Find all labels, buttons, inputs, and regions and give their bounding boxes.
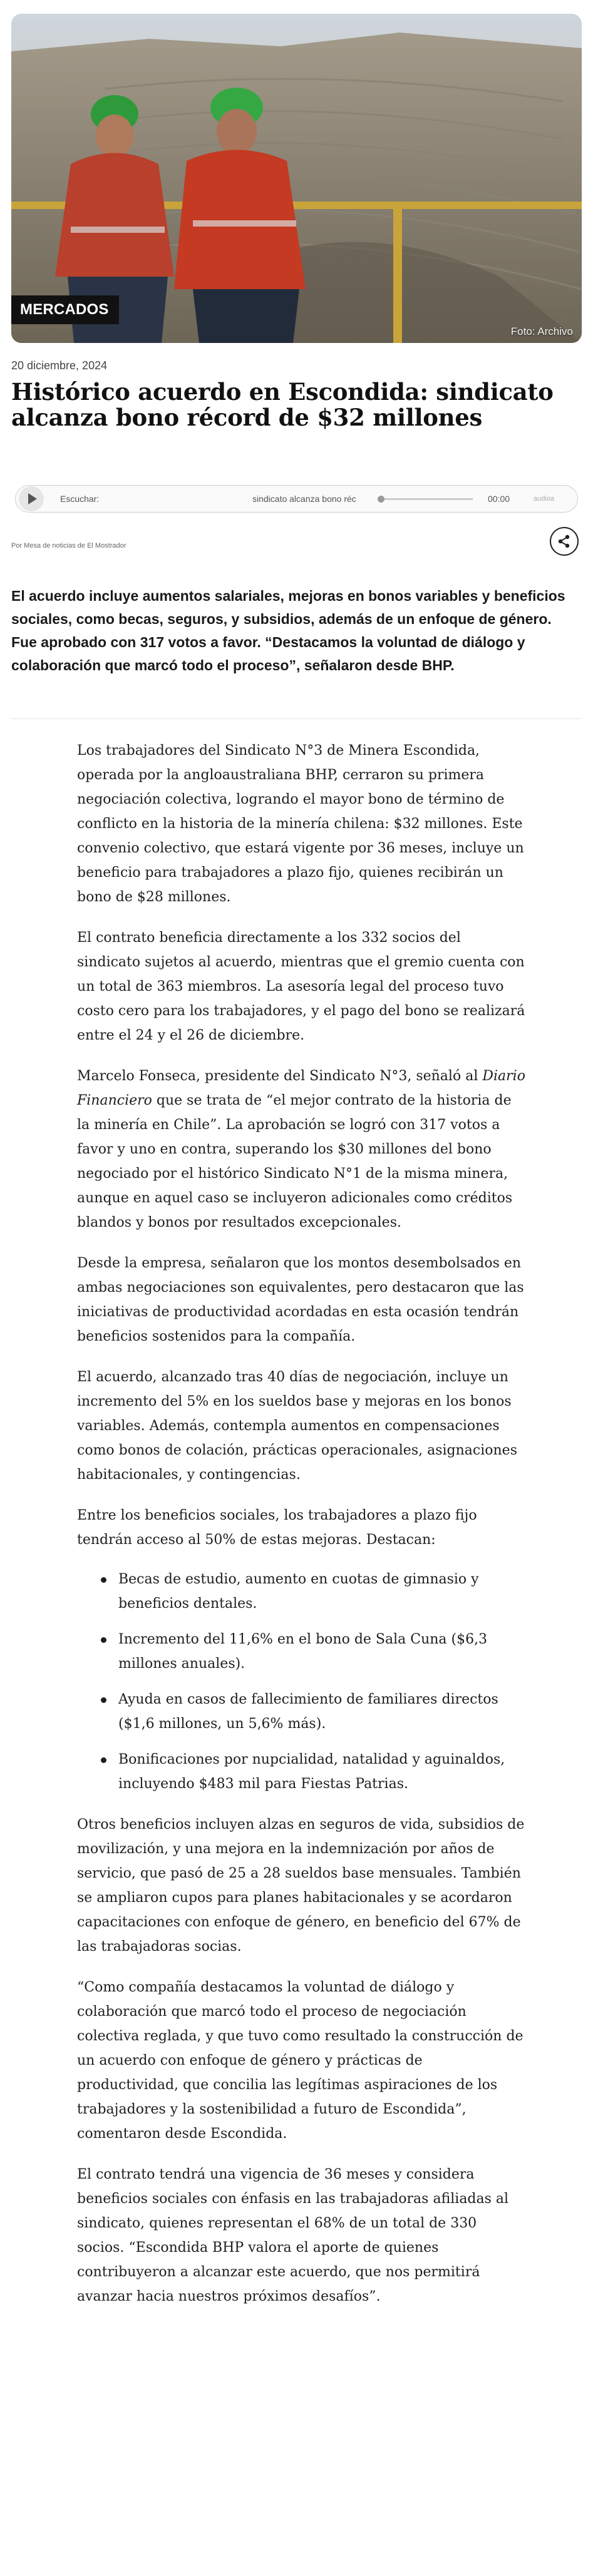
audio-title-marquee: sindicato alcanza bono réc	[252, 494, 356, 504]
play-button[interactable]	[19, 486, 44, 511]
list-item: Incremento del 11,6% en el bono de Sala Cuna ($6,3 millones anuales).	[100, 1627, 528, 1676]
audio-brand[interactable]: audioa	[534, 495, 555, 503]
paragraph: Los trabajadores del Sindicato N°3 de Minera Escondida, operada por la angloaustraliana BHP, cerraron su primera negociación colectiva, logrando el mayor bono de término de conflicto en la historia de la minería chilena: $32 millones. Este convenio colectivo, que estará vigente por 36 meses, incluye un beneficio para trabajadores a plazo fijo, quienes recibirán un bono de $28 millones.	[77, 743, 524, 905]
paragraph: El contrato tendrá una vigencia de 36 meses y considera beneficios sociales con énfasis en las trabajadoras afiliadas al sindicato, quienes representan el 68% de un total de 330 socios. “Escondida BHP valora el aporte de quienes contribuyeron a alcanzar este acuerdo, que nos permitirá avanzar hacia nuestros próximos desafíos”.	[77, 2167, 509, 2304]
divider	[11, 718, 581, 719]
article-headline: Histórico acuerdo en Escondida: sindicato alcanza bono récord de $32 millones	[11, 378, 554, 431]
publication-name: Diario Financiero	[77, 1068, 525, 1108]
mine-photo	[11, 14, 582, 343]
share-icon	[557, 534, 572, 549]
list-item: Ayuda en casos de fallecimiento de familiares directos ($1,6 millones, un 5,6% más).	[100, 1687, 528, 1736]
article-lead: El acuerdo incluye aumentos salariales, mejoras en bonos variables y beneficios sociales, como becas, seguros, y subsidios, además de un enfoque de género. Fue aprobado con 317 votos a favor. “Destacamos la voluntad de diálogo y colaboración que marcó todo el proceso”, señalaron desde BHP.	[11, 588, 565, 673]
section-badge[interactable]: MERCADOS	[11, 295, 119, 324]
paragraph-text: que se trata de “el mejor contrato de la historia de la minería en Chile”. La aprobación se logró con 317 votos a favor y uno en contra, superando los $30 millones del bono negociado por el histórico Sindicato N°1 de la misma minera, aunque en aquel caso se incluyeron adicionales como créditos blandos y bonos por resultados excepcionales.	[77, 1093, 513, 1230]
article-body	[77, 739, 528, 2325]
hero-image	[11, 14, 582, 343]
audio-progress-knob[interactable]	[378, 496, 384, 503]
photo-credit: Foto: Archivo	[510, 325, 573, 337]
paragraph: Entre los beneficios sociales, los trabajadores a plazo fijo tendrán acceso al 50% de estas mejoras. Destacan:	[77, 1508, 477, 1548]
paragraph: Otros beneficios incluyen alzas en seguros de vida, subsidios de movilización, y una mejora en la indemnización por años de servicio, que pasó de 25 a 28 sueldos base mensuales. También se ampliaron cupos para planes habitacionales y se acordaron capacitaciones con enfoque de género, en beneficio del 67% de las trabajadoras socias.	[77, 1817, 525, 1955]
benefits-list	[100, 1567, 528, 1796]
list-item: Bonificaciones por nupcialidad, natalidad y aguinaldos, incluyendo $483 mil para Fiestas Patrias.	[100, 1747, 528, 1796]
audio-time: 00:00	[488, 494, 510, 504]
paragraph-text: Marcelo Fonseca, presidente del Sindicato N°3, señaló al	[77, 1068, 483, 1084]
audio-progress-slider[interactable]	[380, 498, 473, 500]
audio-player	[15, 485, 578, 513]
listen-label: Escuchar:	[60, 494, 100, 504]
paragraph: Desde la empresa, señalaron que los montos desembolsados en ambas negociaciones son equivalentes, pero destacaron que las iniciativas de productividad acordadas en esta ocasión tendrán beneficios sostenidos para la compañía.	[77, 1255, 524, 1344]
paragraph: El contrato beneficia directamente a los 332 socios del sindicato sujetos al acuerdo, mientras que el gremio cuenta con un total de 363 miembros. La asesoría legal del proceso tuvo costo cero para los trabajadores, y el pago del bono se realizará entre el 24 y el 26 de diciembre.	[77, 930, 525, 1043]
share-button[interactable]	[550, 527, 579, 556]
paragraph: “Como compañía destacamos la voluntad de diálogo y colaboración que marcó todo el proceso de negociación colectiva reglada, y que tuvo como resultado la construcción de un acuerdo con enfoque de género y prácticas de productividad, que concilia las legítimas aspiraciones de los trabajadores y la sostenibilidad a futuro de Escondida”, comentaron desde Escondida.	[77, 1980, 523, 2142]
article-date: 20 diciembre, 2024	[11, 359, 108, 372]
byline: Por Mesa de noticias de El Mostrador	[11, 542, 126, 549]
paragraph	[77, 1064, 528, 1235]
paragraph: El acuerdo, alcanzado tras 40 días de negociación, incluye un incremento del 5% en los sueldos base y mejoras en los bonos variables. Además, contempla aumentos en compensaciones como bonos de colación, prácticas operacionales, asignaciones habitacionales, y contingencias.	[77, 1369, 517, 1483]
list-item: Becas de estudio, aumento en cuotas de gimnasio y beneficios dentales.	[100, 1567, 528, 1616]
play-icon	[28, 493, 37, 504]
